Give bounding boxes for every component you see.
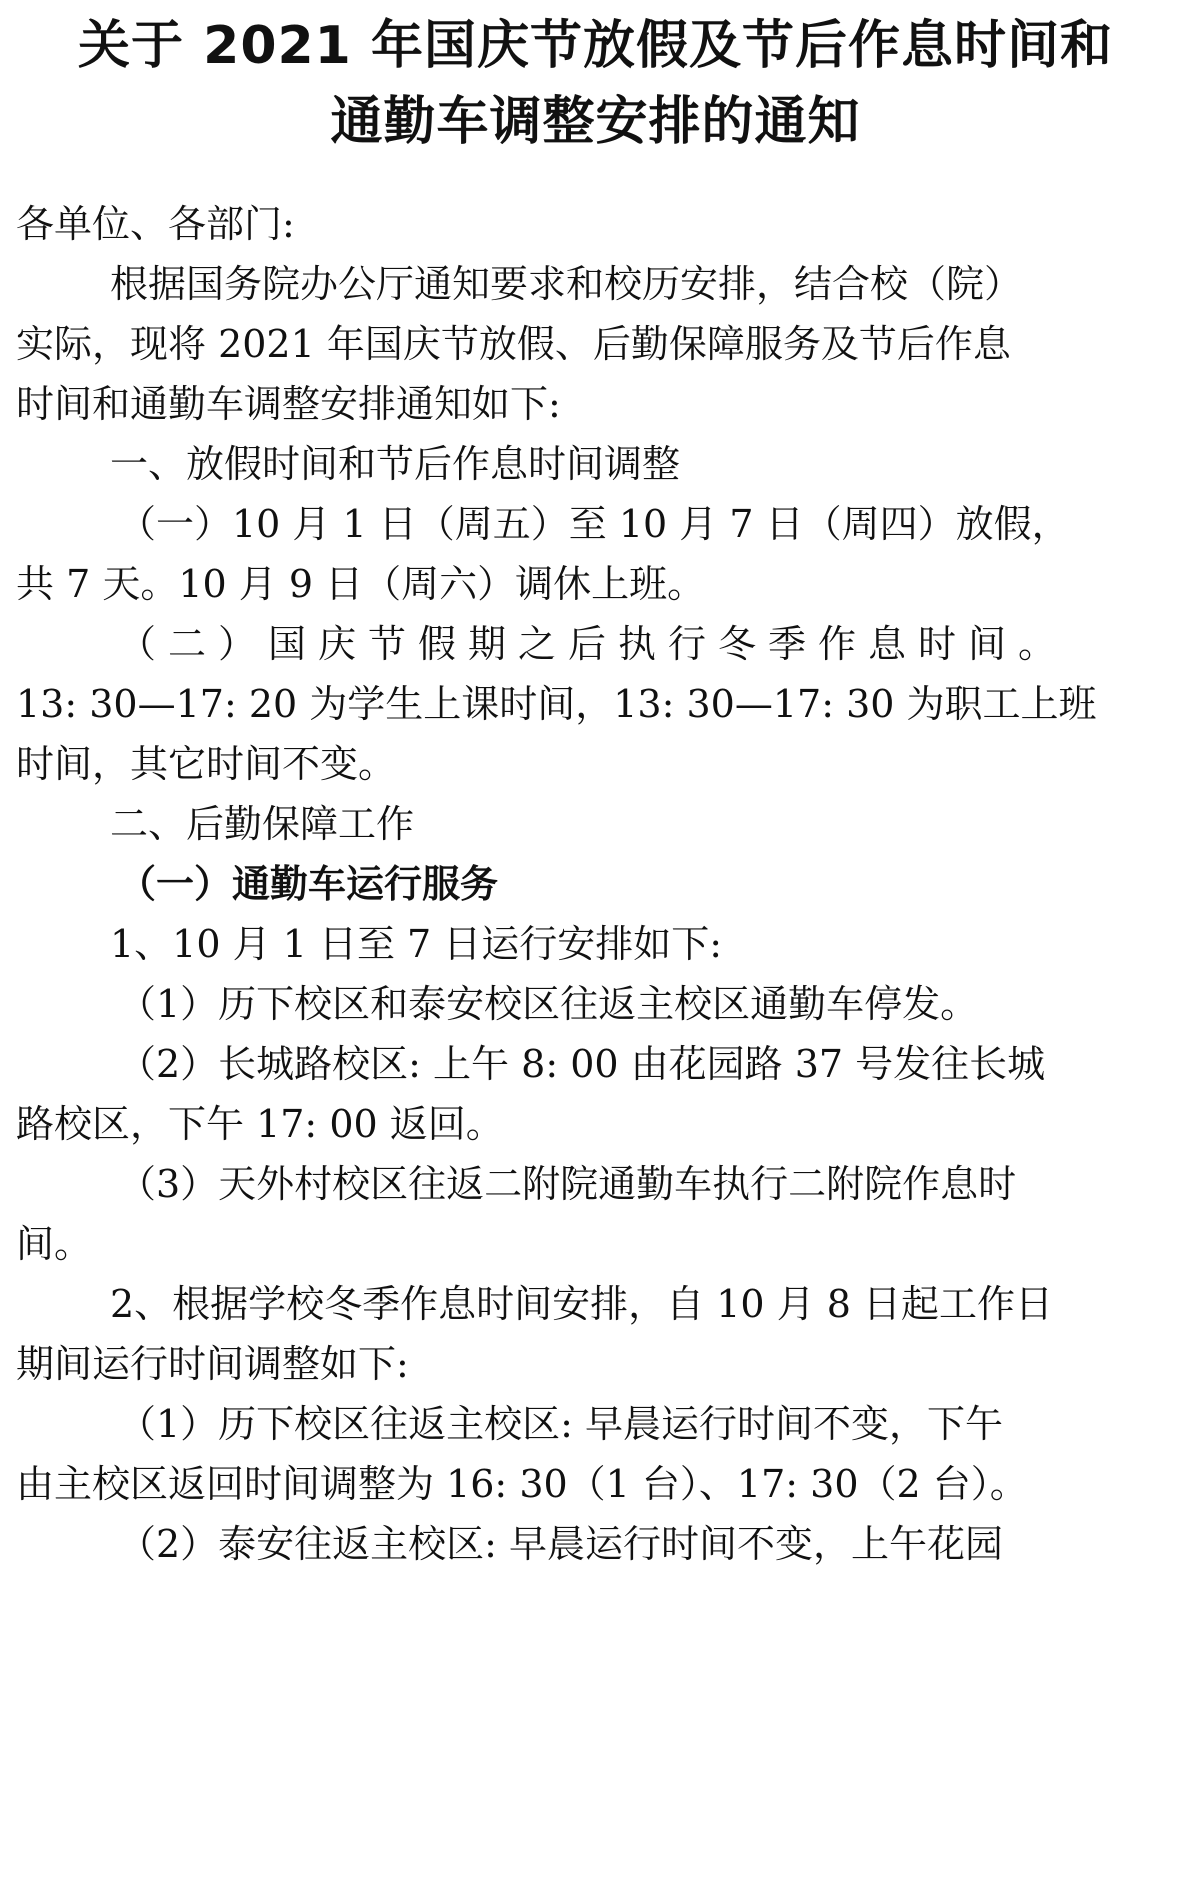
paragraph-line: （3）天外村校区往返二附院通勤车执行二附院作息时 (118, 1162, 1017, 1206)
paragraph-line: （1）历下校区和泰安校区往返主校区通勤车停发。 (118, 982, 979, 1026)
document-title-line-1: 关于 2021 年国庆节放假及节后作息时间和 (78, 16, 1113, 76)
document-title-line-2: 通勤车调整安排的通知 (330, 92, 861, 152)
section-heading: 一、放假时间和节后作息时间调整 (110, 442, 681, 486)
paragraph-line: 时间和通勤车调整安排通知如下: (16, 382, 561, 426)
salutation: 各单位、各部门: (16, 202, 295, 246)
paragraph-line: 时间，其它时间不变。 (16, 742, 397, 786)
paragraph-line: 根据国务院办公厅通知要求和校历安排，结合校（院） (110, 262, 1023, 306)
paragraph-line: 路校区，下午 17: 00 返回。 (16, 1102, 504, 1146)
paragraph-line: 1、10 月 1 日至 7 日运行安排如下: (110, 922, 723, 966)
paragraph-line: 间。 (16, 1222, 93, 1266)
paragraph-line: 实际，现将 2021 年国庆节放假、后勤保障服务及节后作息 (16, 322, 1011, 366)
paragraph-line: （二）国庆节假期之后执行冬季作息时间。 (118, 622, 1069, 666)
paragraph-line: 共 7 天。10 月 9 日（周六）调休上班。 (16, 562, 706, 606)
paragraph-line: 期间运行时间调整如下: (16, 1342, 409, 1386)
paragraph-line: 13: 30—17: 20 为学生上课时间，13: 30—17: 30 为职工上班 (16, 682, 1097, 726)
paragraph-line: 由主校区返回时间调整为 16: 30（1 台）、17: 30（2 台）。 (16, 1462, 1028, 1506)
paragraph-line: （一）10 月 1 日（周五）至 10 月 7 日（周四）放假， (118, 502, 1070, 546)
paragraph-line: 2、根据学校冬季作息时间安排，自 10 月 8 日起工作日 (110, 1282, 1054, 1326)
paragraph-line: （2）长城路校区: 上午 8: 00 由花园路 37 号发往长城 (118, 1042, 1046, 1086)
section-heading: 二、后勤保障工作 (110, 802, 415, 846)
paragraph-line: （2）泰安往返主校区: 早晨运行时间不变，上午花园 (118, 1522, 1004, 1566)
subsection-heading: （一）通勤车运行服务 (118, 862, 499, 906)
paragraph-line: （1）历下校区往返主校区: 早晨运行时间不变，下午 (118, 1402, 1004, 1446)
